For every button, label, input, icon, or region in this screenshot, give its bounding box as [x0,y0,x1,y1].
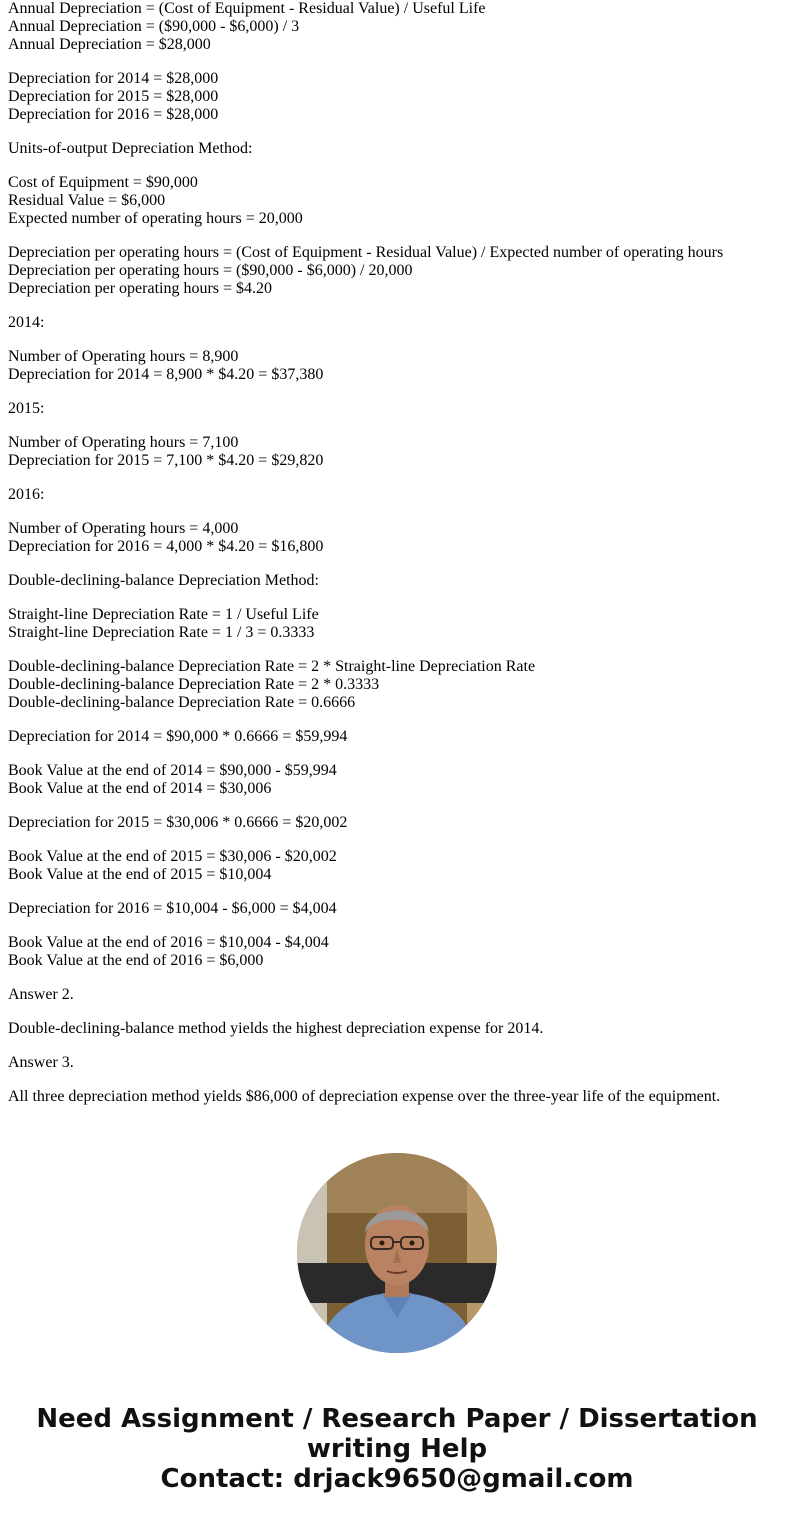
text-line: Straight-line Depreciation Rate = 1 / 3 = 0.3333 [8,624,315,641]
text-line: Number of Operating hours = 8,900 [8,348,239,365]
paragraph-gap [8,158,788,174]
text-line: Number of Operating hours = 7,100 [8,434,239,451]
text-line: Answer 2. [8,986,74,1003]
text-line: Book Value at the end of 2016 = $10,004 - $4,004 [8,934,329,951]
text-line: 2016: [8,486,45,503]
text-line: Book Value at the end of 2014 = $90,000 - $59,994 [8,762,337,779]
paragraph-gap [8,642,788,658]
paragraph-gap [8,124,788,140]
contact-line: Contact: drjack9650@gmail.com [160,1464,634,1494]
paragraph-gap [8,798,788,814]
text-line: Double-declining-balance Depreciation Method: [8,572,319,589]
paragraph-gap [8,1072,788,1088]
paragraph-gap [8,54,788,70]
text-line: Double-declining-balance Depreciation Rate = 2 * 0.3333 [8,676,380,693]
paragraph-gap [8,832,788,848]
text-line: Annual Depreciation = ($90,000 - $6,000) / 3 [8,18,300,35]
text-line: Double-declining-balance Depreciation Rate = 0.6666 [8,694,356,711]
text-line: Answer 3. [8,1054,74,1071]
text-line: Residual Value = $6,000 [8,192,166,209]
paragraph-gap [8,1038,788,1054]
author-photo [297,1153,497,1353]
promo-line-2: writing Help [306,1434,488,1464]
text-line: Units-of-output Depreciation Method: [8,140,253,157]
text-line: Expected number of operating hours = 20,000 [8,210,303,227]
solution-text [8,0,788,1106]
text-line: Depreciation per operating hours = ($90,000 - $6,000) / 20,000 [8,262,413,279]
text-line: Depreciation for 2016 = $28,000 [8,106,219,123]
paragraph-gap [8,504,788,520]
text-line: Annual Depreciation = $28,000 [8,36,211,53]
text-line: Depreciation for 2014 = $28,000 [8,70,219,87]
text-line: Depreciation for 2015 = $28,000 [8,88,219,105]
text-line: Depreciation for 2016 = $10,004 - $6,000 = $4,004 [8,900,337,917]
portrait-image [297,1153,497,1353]
paragraph-gap [8,918,788,934]
paragraph-gap [8,298,788,314]
text-line: Book Value at the end of 2015 = $30,006 - $20,002 [8,848,337,865]
text-line: 2014: [8,314,45,331]
text-line: Book Value at the end of 2016 = $6,000 [8,952,264,969]
paragraph-gap [8,590,788,606]
paragraph-gap [8,418,788,434]
promo-footer [0,1404,794,1494]
text-line: Depreciation for 2014 = 8,900 * $4.20 = $37,380 [8,366,324,383]
paragraph-gap [8,1004,788,1020]
paragraph-gap [8,556,788,572]
text-line: Double-declining-balance method yields the highest depreciation expense for 2014. [8,1020,544,1037]
text-line: Cost of Equipment = $90,000 [8,174,198,191]
paragraph-gap [8,470,788,486]
text-line: All three depreciation method yields $86,000 of depreciation expense over the three-year life of the equipment. [8,1088,721,1105]
text-line: Depreciation per operating hours = (Cost of Equipment - Residual Value) / Expected number of operating hours [8,244,724,261]
paragraph-gap [8,970,788,986]
promo-line-1: Need Assignment / Research Paper / Dissertation [36,1404,758,1434]
paragraph-gap [8,332,788,348]
paragraph-gap [8,712,788,728]
paragraph-gap [8,228,788,244]
text-line: Depreciation for 2014 = $90,000 * 0.6666 = $59,994 [8,728,348,745]
paragraph-gap [8,384,788,400]
paragraph-gap [8,746,788,762]
text-line: 2015: [8,400,45,417]
text-line: Depreciation for 2016 = 4,000 * $4.20 = $16,800 [8,538,324,555]
text-line: Book Value at the end of 2014 = $30,006 [8,780,272,797]
text-line: Depreciation for 2015 = $30,006 * 0.6666 = $20,002 [8,814,348,831]
text-line: Straight-line Depreciation Rate = 1 / Useful Life [8,606,319,623]
text-line: Number of Operating hours = 4,000 [8,520,239,537]
text-line: Depreciation per operating hours = $4.20 [8,280,273,297]
text-line: Depreciation for 2015 = 7,100 * $4.20 = $29,820 [8,452,324,469]
paragraph-gap [8,884,788,900]
text-line: Annual Depreciation = (Cost of Equipment - Residual Value) / Useful Life [8,0,486,17]
text-line: Book Value at the end of 2015 = $10,004 [8,866,272,883]
text-line: Double-declining-balance Depreciation Rate = 2 * Straight-line Depreciation Rate [8,658,536,675]
